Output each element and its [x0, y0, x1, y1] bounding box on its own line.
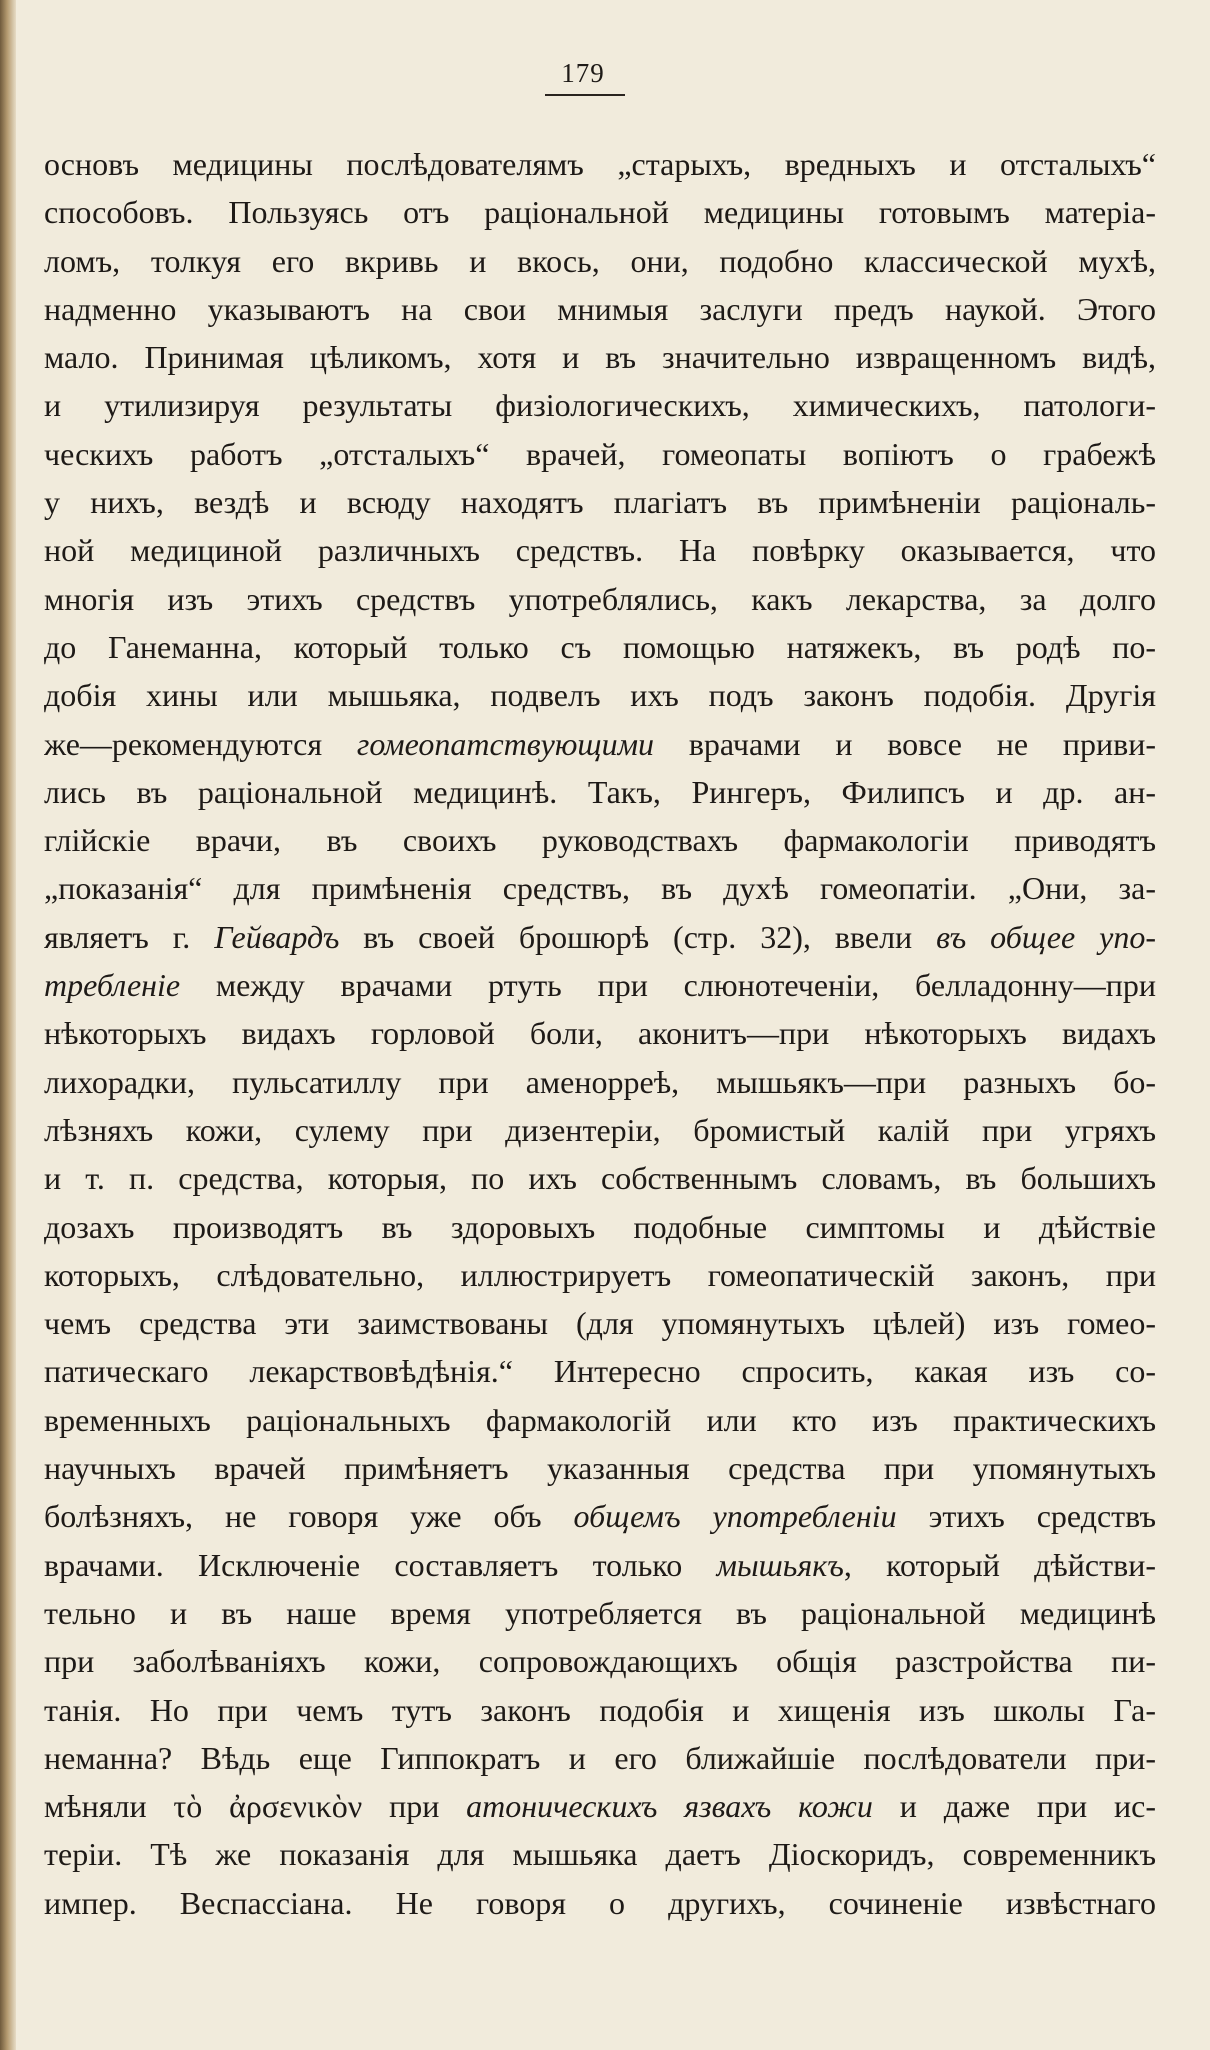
text-line — [44, 1444, 1156, 1492]
text-span: лѣзняхъ кожи, сулему при дизентеріи, бромистый калій при угряхъ — [44, 1111, 1156, 1148]
text-line — [44, 1106, 1156, 1154]
text-span: основъ медицины послѣдователямъ „старыхъ, вредныхъ и отсталыхъ“ — [44, 146, 1156, 182]
text-line — [44, 478, 1156, 526]
italic-span: Гейвардъ — [214, 918, 340, 955]
text-span: нѣкоторыхъ видахъ горловой боли, аконитъ—при нѣкоторыхъ видахъ — [44, 1015, 1156, 1052]
text-span: лихорадки, пульсатиллу при аменорреѣ, мышьякъ—при разныхъ бо- — [44, 1063, 1156, 1100]
text-span: чемъ средства эти заимствованы (для упомянутыхъ цѣлей) изъ гомео- — [44, 1305, 1156, 1342]
text-span: танія. Но при чемъ тутъ законъ подобія и хищенія изъ школы Га- — [44, 1691, 1156, 1728]
italic-span: мышьякъ — [716, 1546, 844, 1583]
text-span: мало. Принимая цѣликомъ, хотя и въ значительно извращенномъ видѣ, — [44, 339, 1156, 376]
text-span: многія изъ этихъ средствъ употреблялись, какъ лекарства, за долго — [44, 580, 1156, 617]
text-span: этихъ средствъ — [896, 1498, 1156, 1535]
body-text — [44, 140, 1156, 1927]
text-span: неманна? Вѣдь еще Гиппократъ и его ближайшіе послѣдователи при- — [44, 1739, 1156, 1776]
text-line — [44, 1299, 1156, 1347]
text-line — [44, 1203, 1156, 1251]
text-line — [44, 1734, 1156, 1782]
text-span: „показанія“ для примѣненія средствъ, въ духѣ гомеопатіи. „Они, за- — [44, 870, 1156, 907]
italic-span: требленіе — [44, 967, 181, 1004]
text-line — [44, 188, 1156, 236]
text-line — [44, 1637, 1156, 1685]
text-line — [44, 285, 1156, 333]
text-line — [44, 1782, 1156, 1830]
text-span: ной медициной различныхъ средствъ. На повѣрку оказывается, что — [44, 532, 1156, 569]
text-span: являетъ г. — [44, 918, 215, 955]
text-line — [44, 720, 1156, 768]
text-span: и даже при ис- — [872, 1788, 1156, 1825]
text-span: надменно указываютъ на свои мнимыя заслуги предъ наукой. Этого — [44, 290, 1156, 327]
text-span: болѣзняхъ, не говоря уже объ — [44, 1498, 574, 1535]
text-line — [44, 1492, 1156, 1540]
text-span: врачами. Исключеніе составляетъ только — [44, 1546, 717, 1583]
text-span: до Ганеманна, который только съ помощью натяжекъ, въ родѣ по- — [44, 628, 1156, 665]
text-line — [44, 237, 1156, 285]
text-span: и т. п. средства, которыя, по ихъ собственнымъ словамъ, въ большихъ — [44, 1160, 1156, 1197]
italic-span: гомеопатствующими — [356, 725, 654, 762]
text-line — [44, 140, 1156, 188]
text-span: мѣняли τὸ ἀρσενικὸν при — [44, 1788, 467, 1825]
text-span: же—рекомендуются — [44, 725, 357, 762]
text-line — [44, 526, 1156, 574]
text-line — [44, 816, 1156, 864]
italic-span: въ общее упо- — [936, 918, 1156, 955]
text-span: которыхъ, слѣдовательно, иллюстрируетъ гомеопатическій законъ, при — [44, 1256, 1156, 1293]
text-span: , который дѣйстви- — [843, 1546, 1156, 1583]
text-span: и утилизируя результаты физiологическихъ, химическихъ, патологи- — [44, 387, 1156, 424]
text-line — [44, 1541, 1156, 1589]
text-line — [44, 768, 1156, 816]
text-span: между врачами ртуть при слюнотеченіи, белладонну—при — [180, 967, 1156, 1004]
text-line — [44, 623, 1156, 671]
text-line — [44, 1589, 1156, 1637]
text-line — [44, 1686, 1156, 1734]
text-span: теріи. Тѣ же показанія для мышьяка даетъ Діоскоридъ, современникъ — [44, 1836, 1156, 1873]
text-line — [44, 575, 1156, 623]
page-number: 179 — [561, 58, 605, 88]
text-line — [44, 1251, 1156, 1299]
text-line — [44, 961, 1156, 1009]
text-line — [44, 1009, 1156, 1057]
text-line — [44, 1154, 1156, 1202]
italic-span: общемъ употребленіи — [573, 1498, 897, 1535]
text-span: добія хины или мышьяка, подвелъ ихъ подъ законъ подобія. Другія — [44, 677, 1156, 714]
text-span: тельно и въ наше время употребляется въ раціональной медицинѣ — [44, 1594, 1156, 1631]
text-span: у нихъ, вездѣ и всюду находятъ плагіатъ въ примѣненіи раціональ- — [44, 484, 1156, 521]
text-line — [44, 381, 1156, 429]
text-line — [44, 913, 1156, 961]
text-span: научныхъ врачей примѣняетъ указанныя средства при упомянутыхъ — [44, 1450, 1156, 1487]
text-span: ческихъ работъ „отсталыхъ“ врачей, гомеопаты вопіютъ о грабежѣ — [44, 435, 1156, 472]
text-line — [44, 1347, 1156, 1395]
text-line — [44, 430, 1156, 478]
text-span: дозахъ производятъ въ здоровыхъ подобные симптомы и дѣйствіе — [44, 1208, 1156, 1245]
page-number-rule — [545, 94, 625, 96]
text-span: патическаго лекарствовѣдѣнія.“ Интересно спросить, какая изъ со- — [44, 1353, 1156, 1390]
text-span: врачами и вовсе не приви- — [654, 725, 1156, 762]
text-span: лись въ раціональной медицинѣ. Такъ, Рингеръ, Филипсъ и др. ан- — [44, 773, 1156, 810]
text-line — [44, 1879, 1156, 1927]
text-span: глійскіе врачи, въ своихъ руководствахъ фармакологіи приводятъ — [44, 822, 1156, 859]
page-binding-edge — [0, 0, 16, 2050]
text-span: ломъ, толкуя его вкривь и вкось, они, подобно классической мухѣ, — [44, 242, 1156, 279]
text-line — [44, 1058, 1156, 1106]
text-line — [44, 864, 1156, 912]
text-span: въ своей брошюрѣ (стр. 32), ввели — [339, 918, 937, 955]
text-span: импер. Веспассіана. Не говоря о другихъ, сочиненіе извѣстнаго — [44, 1884, 1156, 1921]
text-line — [44, 1830, 1156, 1878]
text-span: временныхъ раціональныхъ фармакологій или кто изъ практическихъ — [44, 1401, 1156, 1438]
italic-span: атоническихъ язвахъ кожи — [466, 1788, 873, 1825]
text-line — [44, 333, 1156, 381]
text-line — [44, 671, 1156, 719]
text-line — [44, 1396, 1156, 1444]
text-span: способовъ. Пользуясь отъ раціональной медицины готовымъ матеріа- — [44, 194, 1156, 231]
text-span: при заболѣваніяхъ кожи, сопровождающихъ общія разстройства пи- — [44, 1643, 1156, 1680]
